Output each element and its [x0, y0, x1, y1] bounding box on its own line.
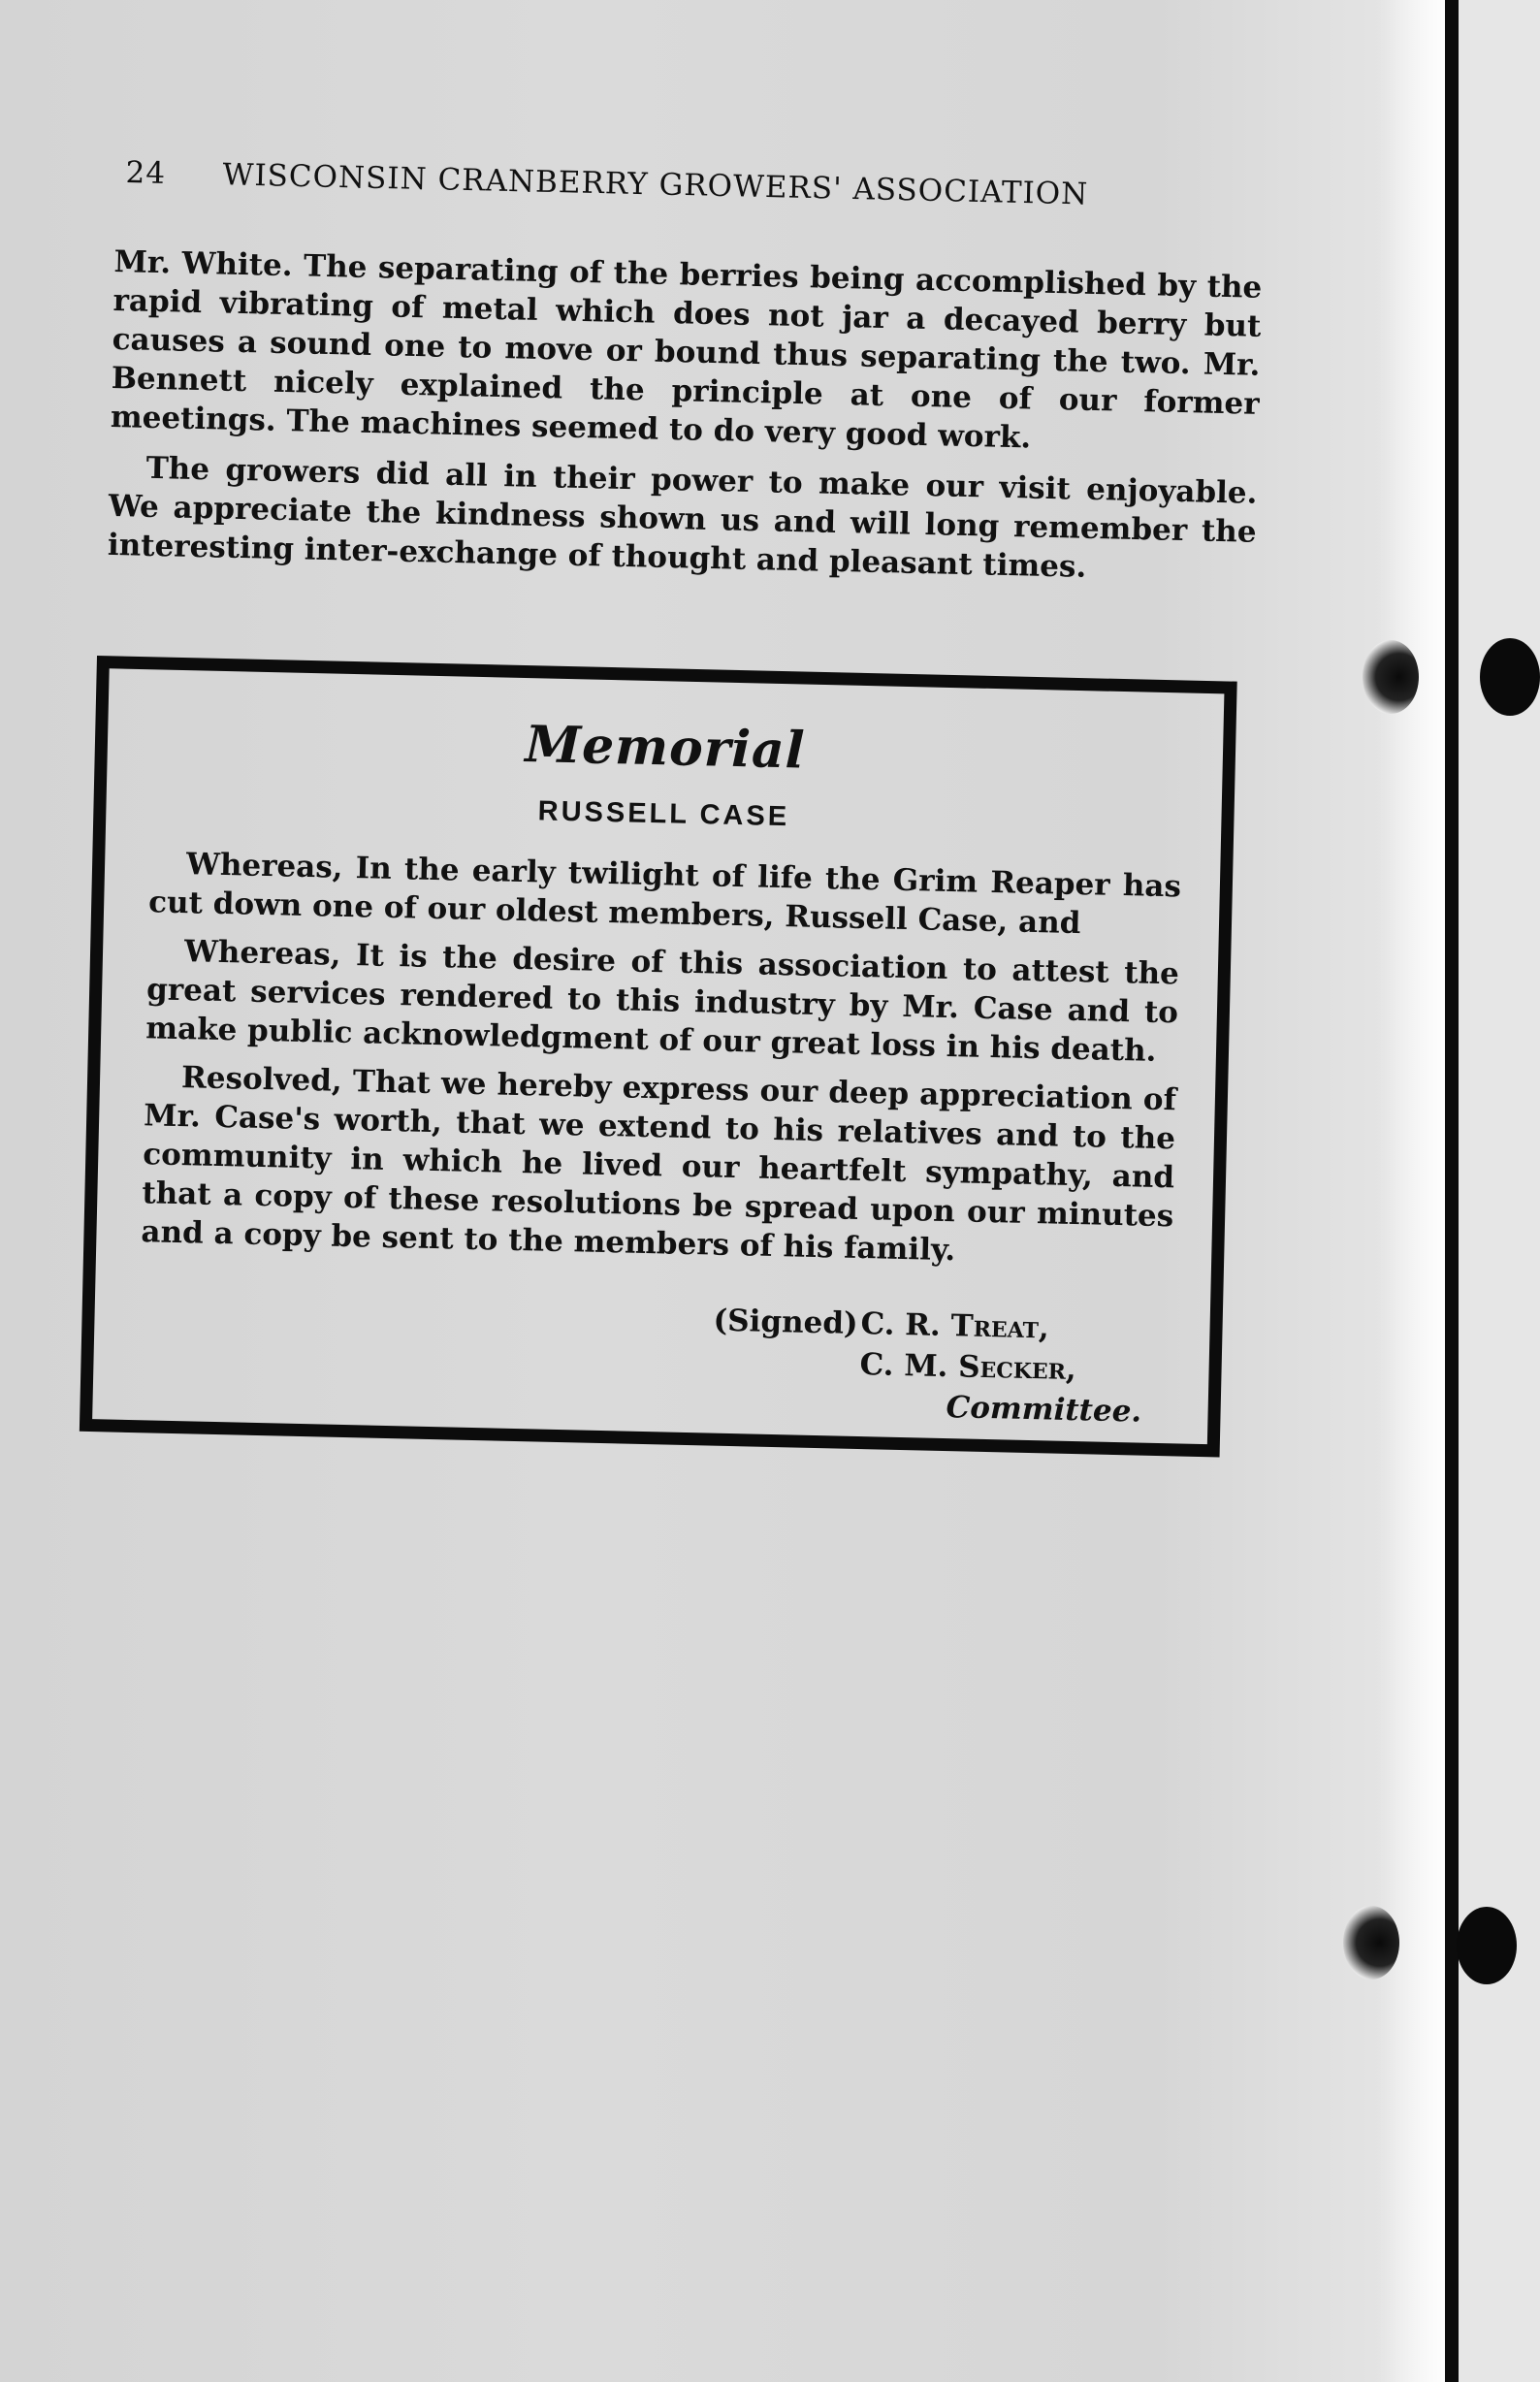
memorial-paragraph: Whereas, In the early twilight of life the Grim Reaper has cut down one of our oldest members, Russell Case, and — [147, 847, 1182, 942]
signer-1: C. R. Treat, — [860, 1306, 1050, 1346]
memorial-box — [80, 656, 1237, 1457]
paragraph: The growers did all in their power to make our visit enjoyable. We appreciate the kindness shown us and will long remember the interesting inter-exchange of thought and pleasant times. — [107, 450, 1258, 585]
page-number: 24 — [125, 155, 167, 191]
paragraph: Mr. White. The separating of the berries being accomplished by the rapid vibrating of metal which does not jar a decayed berry but causes a sound one to move or bound thus separating the two. Mr. Bennett nicely explained the principle at one of our former meetings. The machines seemed to do very good work. — [110, 243, 1263, 456]
binding-strip — [1459, 0, 1540, 2382]
punch-hole-icon — [1363, 640, 1419, 714]
binding-line — [1445, 0, 1459, 2382]
memorial-paragraph: Whereas, It is the desire of this association to attest the great services rendered to this industry by Mr. Case and to make public acknowledgment of our great loss in his death. — [144, 934, 1180, 1069]
committee-label: Committee. — [946, 1390, 1142, 1430]
memorial-title: Memorial — [524, 715, 807, 781]
binding-shadow — [1377, 0, 1445, 2382]
punch-hole-icon — [1480, 638, 1540, 716]
running-title: WISCONSIN CRANBERRY GROWERS' ASSOCIATION — [222, 157, 1089, 212]
memorial-text — [141, 844, 1181, 1274]
punch-hole-icon — [1343, 1906, 1399, 1980]
signed-label: (Signed) — [713, 1303, 859, 1341]
memorial-paragraph: Resolved, That we hereby express our deep appreciation of Mr. Case's worth, that we extend to his relatives and to the community in which he lived our heartfelt sympathy, and that a copy of these resolutions be spread upon our minutes and a copy be sent to the members of his family. — [141, 1060, 1177, 1269]
punch-hole-icon — [1457, 1907, 1517, 1984]
signer-2: C. M. Secker, — [859, 1347, 1077, 1388]
body-text — [107, 242, 1262, 602]
memorial-name: RUSSELL CASE — [537, 795, 790, 833]
